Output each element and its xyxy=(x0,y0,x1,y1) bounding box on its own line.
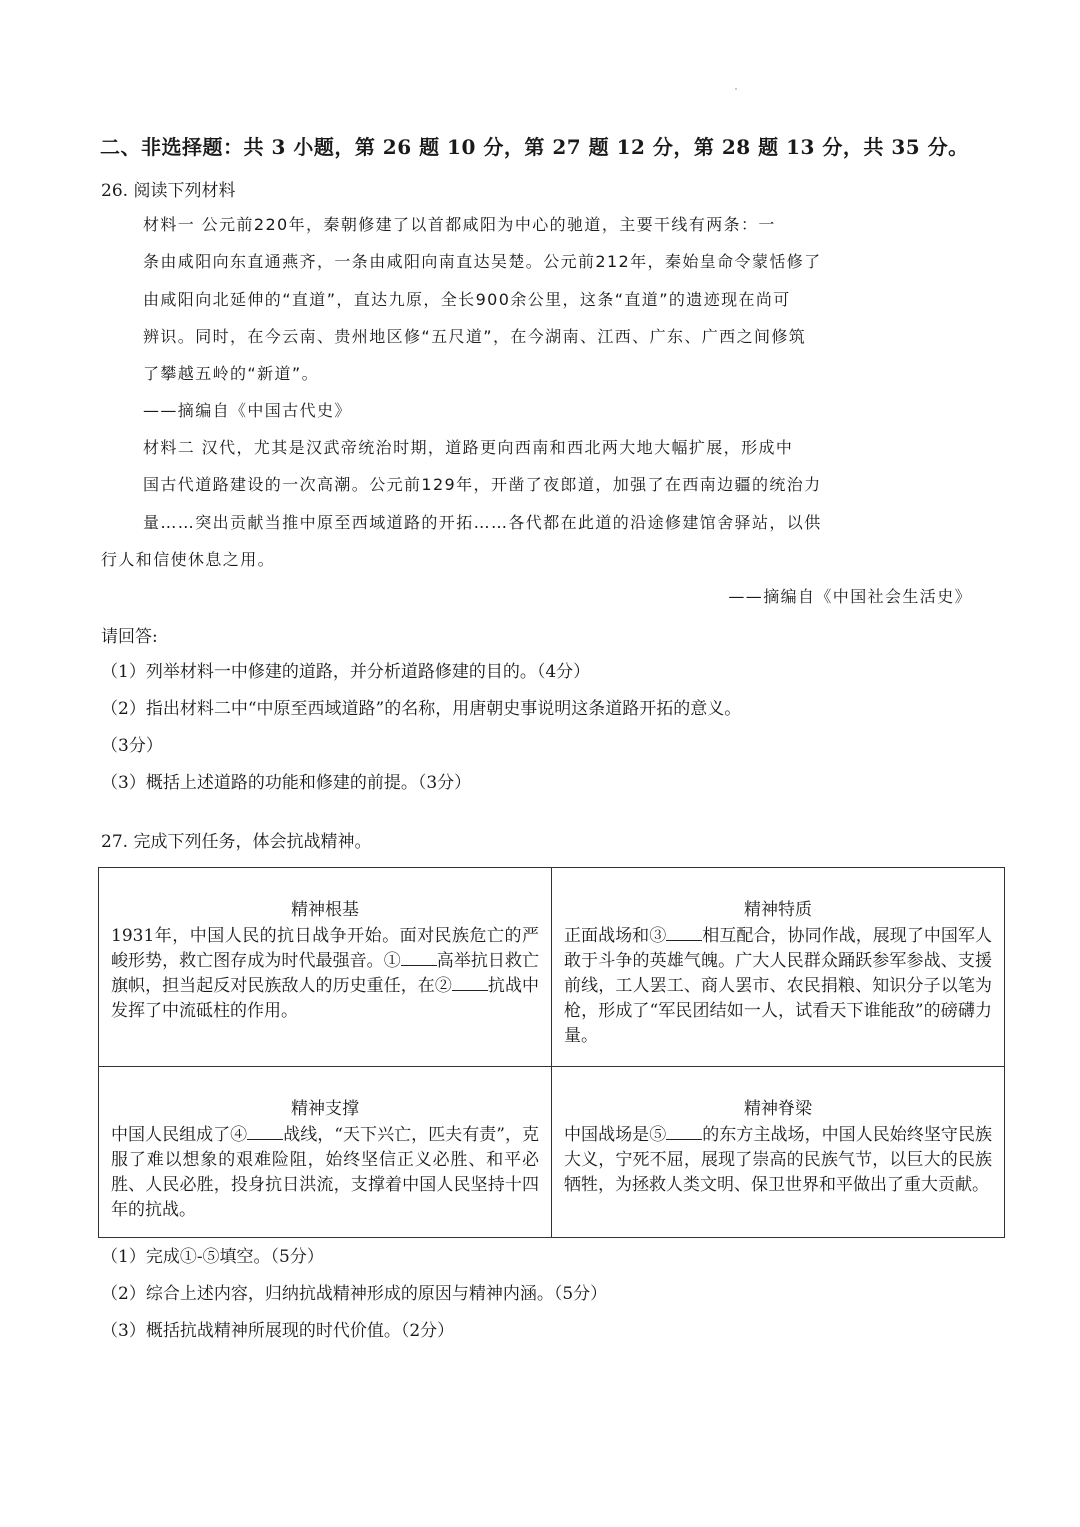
cell-text-part: 正面战场和③ xyxy=(564,926,667,946)
q27-sub-2: （2）综合上述内容，归纳抗战精神形成的原因与精神内涵。（5分） xyxy=(101,1284,608,1304)
q26-sub-2-score: （3分） xyxy=(101,736,163,756)
spirit-table xyxy=(98,867,1005,1238)
q26-sub-1: （1）列举材料一中修建的道路，并分析道路修建的目的。（4分） xyxy=(101,662,591,682)
blank-4[interactable] xyxy=(247,1125,283,1140)
cell-spirit-trait xyxy=(552,868,1005,1067)
material-2-line: 量……突出贡献当推中原至西域道路的开拓……各代都在此道的沿途修建馆舍驿站，以供 xyxy=(143,513,822,532)
cell-text-part: 战线，“天下兴亡，匹夫有责”，克服了难以想象的艰难险阻，始终坚信正义必胜、和平必胜、人民必胜，投身抗日洪流，支撑着中国人民坚持十四年的抗战。 xyxy=(111,1125,539,1220)
q26-sub-3: （3）概括上述道路的功能和修建的前提。（3分） xyxy=(101,773,472,793)
cell-text-part: 抗战中发挥了中流砥柱的作用。 xyxy=(111,976,540,1021)
material-2-line: 材料二 汉代，尤其是汉武帝统治时期，道路更向西南和西北两大地大幅扩展，形成中 xyxy=(143,438,794,457)
cell-heading: 精神脊梁 xyxy=(744,1099,812,1119)
cell-text-part: 相互配合，协同作战，展现了中国军人敢于斗争的英雄气魄。广大人民群众踊跃参军参战、支援前线，工人罢工、商人罢市、农民捐粮、知识分子以笔为枪，形成了“军民团结如一人，试看天下谁能敌”的磅礴力量。 xyxy=(564,926,993,1046)
material-1-line: 辨识。同时，在今云南、贵州地区修“五尺道”，在今湖南、江西、广东、广西之间修筑 xyxy=(143,327,807,346)
q27-title: 27. 完成下列任务，体会抗战精神。 xyxy=(101,832,372,852)
q26-title: 26. 阅读下列材料 xyxy=(101,181,236,201)
cell-text-part: 1931年，中国人民的抗日战争开始。面对民族危亡的严峻形势，救亡图存成为时代最强音。① xyxy=(111,926,539,971)
material-1-line: 条由咸阳向东直通燕齐，一条由咸阳向南直达吴楚。公元前212年，秦始皇命令蒙恬修了 xyxy=(143,252,822,271)
cell-text xyxy=(111,924,539,1024)
cell-spirit-backbone xyxy=(552,1067,1005,1238)
cell-text-part: 高举抗日救亡旗帜，担当起反对民族敌人的历史重任，在② xyxy=(111,951,540,996)
material-2-line: 行人和信使休息之用。 xyxy=(101,550,276,569)
cell-spirit-support xyxy=(99,1067,552,1238)
blank-1[interactable] xyxy=(401,951,437,966)
material-1-source: ——摘编自《中国古代史》 xyxy=(143,401,352,420)
cell-heading: 精神根基 xyxy=(291,900,359,920)
cell-text xyxy=(111,1123,539,1223)
section-heading: 二、非选择题：共 3 小题，第 26 题 10 分，第 27 题 12 分，第 28 题 13 分，共 35 分。 xyxy=(100,135,969,159)
q26-prompt: 请回答: xyxy=(101,627,158,647)
blank-3[interactable] xyxy=(666,926,702,941)
q27-sub-1: （1）完成①-⑤填空。（5分） xyxy=(101,1247,324,1267)
cell-text-part: 中国战场是⑤ xyxy=(564,1125,667,1145)
material-1-line: 了攀越五岭的“新道”。 xyxy=(143,364,319,383)
cell-text xyxy=(564,924,992,1049)
material-2-line: 国古代道路建设的一次高潮。公元前129年，开凿了夜郎道，加强了在西南边疆的统治力 xyxy=(143,475,822,494)
cell-text-part: 的东方主战场，中国人民始终坚守民族大义，宁死不屈，展现了崇高的民族气节，以巨大的民族牺牲，为拯救人类文明、保卫世界和平做出了重大贡献。 xyxy=(564,1125,993,1195)
material-1-line: 由咸阳向北延伸的“直道”，直达九原，全长900余公里，这条“直道”的遗迹现在尚可 xyxy=(143,290,791,309)
cell-heading: 精神支撑 xyxy=(291,1099,359,1119)
cell-text xyxy=(564,1123,992,1198)
q27-sub-3: （3）概括抗战精神所展现的时代价值。（2分） xyxy=(101,1321,455,1341)
material-2-source: ——摘编自《中国社会生活史》 xyxy=(728,587,972,606)
cell-text-part: 中国人民组成了④ xyxy=(111,1125,248,1145)
cell-spirit-root xyxy=(99,868,552,1067)
blank-2[interactable] xyxy=(452,976,488,991)
blank-5[interactable] xyxy=(666,1125,702,1140)
material-1-line: 材料一 公元前220年，秦朝修建了以首都咸阳为中心的驰道，主要干线有两条：一 xyxy=(143,215,776,234)
stray-dot xyxy=(735,88,737,90)
q26-sub-2: （2）指出材料二中“中原至西域道路”的名称，用唐朝史事说明这条道路开拓的意义。 xyxy=(101,699,742,719)
cell-heading: 精神特质 xyxy=(744,900,812,920)
